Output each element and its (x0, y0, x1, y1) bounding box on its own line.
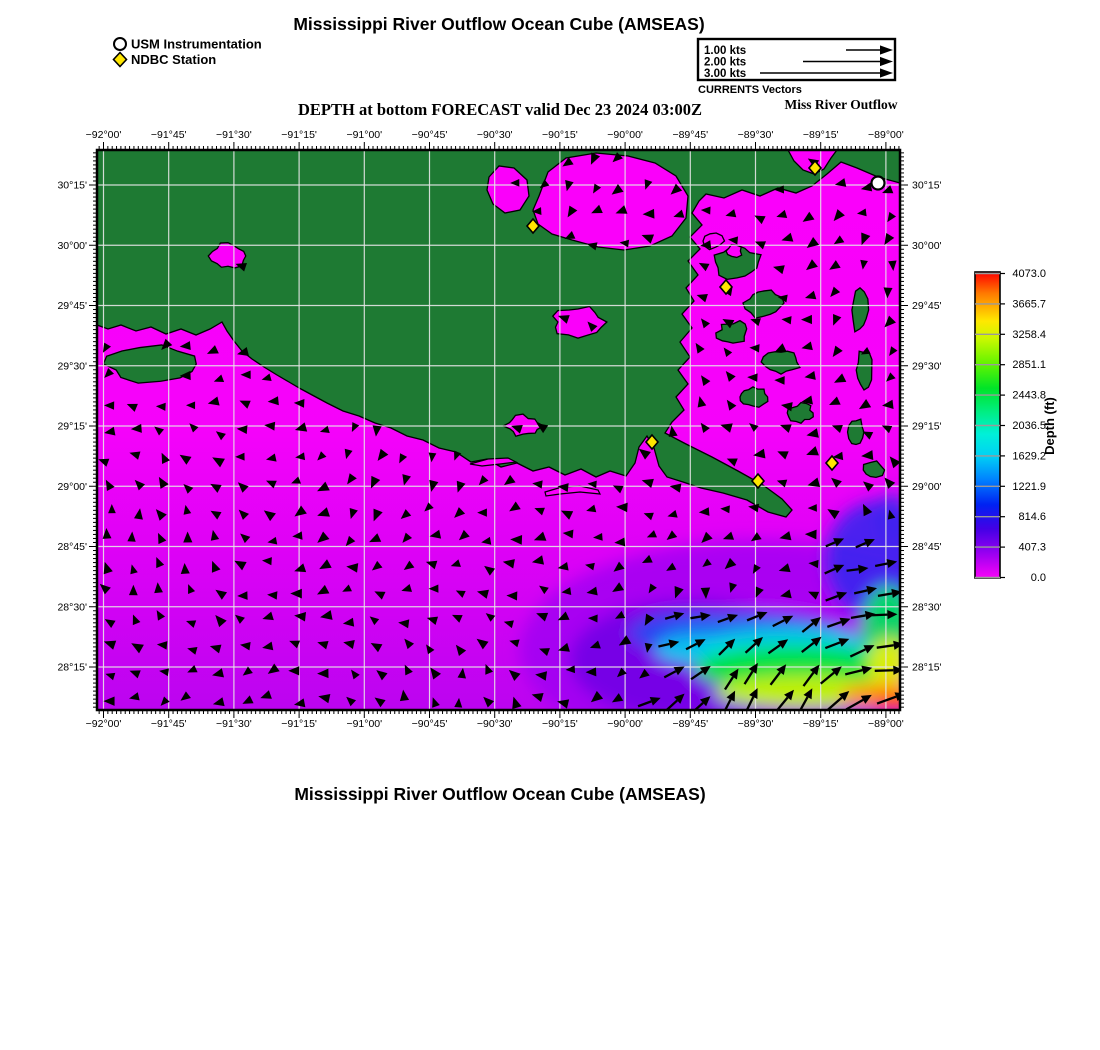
lon-tick-label-bottom: −91°15' (281, 718, 317, 730)
colorbar-tick-label: 3258.4 (1012, 328, 1046, 341)
lat-tick-label-left: 28°30' (57, 601, 87, 614)
currents-vectors-caption: CURRENTS Vectors (698, 84, 802, 96)
usm-instrumentation-marker (872, 177, 885, 190)
colorbar-tick-label: 4073.0 (1012, 268, 1046, 280)
lat-tick-label-left: 29°30' (57, 360, 87, 373)
lon-tick-label-top: −90°45' (411, 129, 448, 141)
lat-tick-label-right: 28°15' (912, 661, 942, 674)
lon-tick-label-top: −90°30' (476, 129, 513, 141)
marsh-island (848, 419, 864, 444)
lat-tick-label-right: 28°45' (912, 541, 942, 553)
vector-legend-2kt-label: 2.00 kts (704, 56, 747, 69)
colorbar-tick-label: 814.6 (1018, 511, 1046, 524)
vector-legend-3kt-label: 3.00 kts (704, 68, 747, 80)
lon-tick-label-top: −90°15' (542, 129, 578, 141)
colorbar (975, 268, 1057, 584)
forecast-subtitle: DEPTH at bottom FORECAST valid Dec 23 2024 03:00Z (298, 100, 702, 119)
colorbar-tick-label: 1629.2 (1012, 450, 1046, 463)
current-vector-tail (690, 617, 701, 619)
colorbar-tick-label: 2443.8 (1012, 389, 1046, 402)
lon-tick-label-top: −92°00' (85, 129, 122, 141)
lon-tick-label-top: −89°45' (672, 129, 709, 141)
lon-tick-label-top: −90°00' (607, 129, 643, 141)
lat-tick-label-left: 29°45' (57, 300, 87, 312)
lat-tick-label-right: 30°00' (912, 239, 942, 252)
lat-tick-label-left: 28°45' (57, 541, 87, 553)
lat-tick-label-left: 29°15' (57, 420, 87, 433)
lon-tick-label-bottom: −89°45' (672, 718, 709, 730)
lon-tick-label-bottom: −89°30' (737, 718, 774, 730)
lon-tick-label-bottom: −89°00' (868, 718, 904, 730)
lon-tick-label-bottom: −90°15' (542, 718, 578, 730)
lat-tick-label-right: 29°15' (912, 420, 942, 433)
lon-tick-label-bottom: −90°45' (411, 718, 448, 730)
lon-tick-label-bottom: −92°00' (85, 718, 122, 730)
lon-tick-label-top: −89°30' (737, 129, 774, 141)
current-vector-tail (847, 569, 859, 570)
colorbar-tick-label: 2036.5 (1012, 420, 1046, 432)
lat-tick-label-right: 29°30' (912, 360, 942, 373)
colorbar-title: Depth (ft) (1042, 397, 1057, 455)
lat-tick-label-right: 29°45' (912, 300, 942, 312)
map-plot (97, 150, 1000, 760)
usm-legend-label: USM Instrumentation (131, 36, 262, 52)
current-vector-tail (875, 670, 894, 671)
colorbar-tick-label: 1221.9 (1012, 480, 1046, 493)
vector-scale-legend (698, 39, 895, 80)
lon-tick-label-bottom: −89°15' (802, 718, 839, 730)
lat-tick-label-right: 28°30' (912, 601, 942, 614)
lon-tick-label-top: −91°30' (216, 129, 252, 141)
lon-tick-label-bottom: −91°30' (216, 718, 252, 730)
lon-tick-label-top: −91°15' (281, 129, 317, 141)
lon-tick-label-top: −91°00' (346, 129, 383, 141)
colorbar-tick-label: 2851.1 (1012, 359, 1046, 372)
lon-tick-label-top: −89°15' (802, 129, 839, 141)
lon-tick-label-bottom: −90°30' (476, 718, 513, 730)
lon-tick-label-bottom: −91°45' (150, 718, 187, 730)
lat-tick-label-left: 29°00' (57, 480, 87, 493)
lat-tick-label-left: 30°15' (57, 179, 87, 192)
current-vector-tail (872, 615, 887, 616)
colorbar-tick-label: 3665.7 (1012, 298, 1046, 311)
lon-tick-label-bottom: −91°00' (346, 718, 383, 730)
lon-tick-label-top: −89°00' (868, 129, 904, 141)
usm-circle-icon (114, 38, 126, 50)
lat-tick-label-right: 30°15' (912, 179, 942, 192)
lat-tick-label-right: 29°00' (912, 480, 942, 493)
ndbc-diamond-icon (114, 53, 127, 67)
colorbar-tick-label: 407.3 (1018, 541, 1046, 554)
ndbc-legend-label: NDBC Station (131, 52, 217, 67)
bottom-title: Mississippi River Outflow Ocean Cube (AMSEAS) (294, 784, 706, 804)
colorbar-tick-label: 0.0 (1030, 572, 1046, 584)
lon-tick-label-top: −91°45' (150, 129, 187, 141)
region-label: Miss River Outflow (784, 97, 898, 112)
vector-legend-1kt-label: 1.00 kts (704, 45, 747, 57)
lat-tick-label-left: 30°00' (57, 239, 87, 252)
lon-tick-label-bottom: −90°00' (607, 718, 643, 730)
lat-tick-label-left: 28°15' (57, 661, 87, 674)
top-title: Mississippi River Outflow Ocean Cube (AMSEAS) (293, 14, 705, 34)
